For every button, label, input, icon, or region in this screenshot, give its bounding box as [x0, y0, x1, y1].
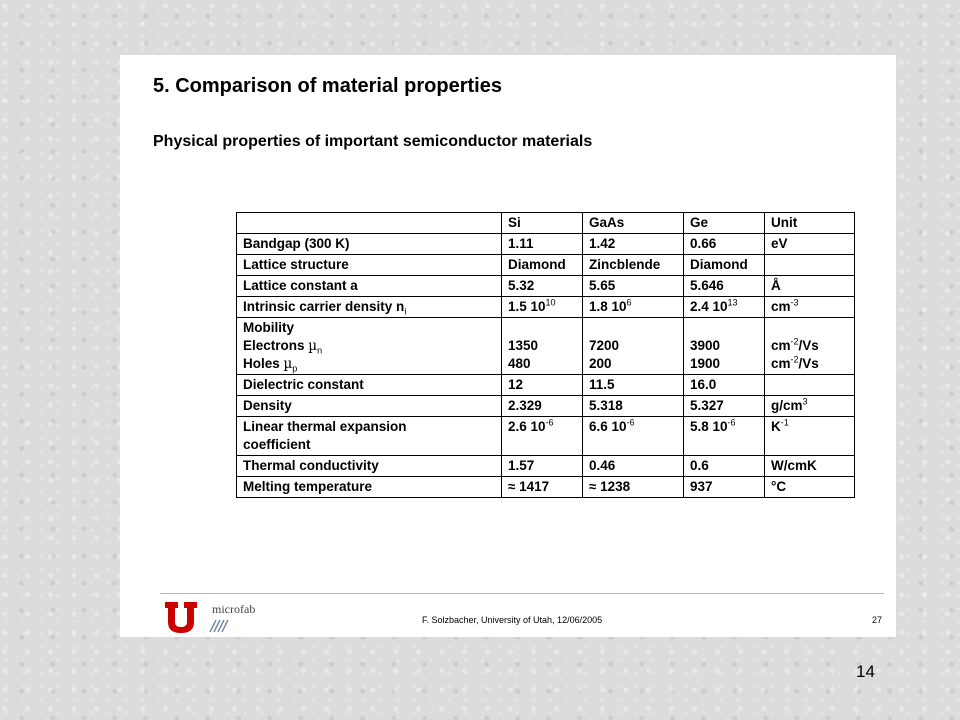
exponent: 10 [545, 297, 556, 308]
exponent: -6 [626, 417, 635, 428]
row-label-text: Intrinsic carrier density n [243, 299, 405, 314]
row-label: Dielectric constant [237, 375, 502, 396]
cell-si: Diamond [502, 255, 583, 276]
cell-gaas: 1.42 [583, 234, 684, 255]
table-row [237, 297, 855, 318]
table-header-row [237, 213, 855, 234]
holes-text: Holes [243, 356, 284, 371]
label-line-2: coefficient [243, 437, 311, 452]
mobility-unit [771, 337, 848, 355]
cell-unit [765, 375, 855, 396]
cell-ge: 0.66 [684, 234, 765, 255]
row-label: Lattice constant a [237, 276, 502, 297]
cell-gaas: 5.65 [583, 276, 684, 297]
cell-si: 12 [502, 375, 583, 396]
microfab-logo-text: microfab [212, 602, 256, 616]
label-line-1: Linear thermal expansion [243, 419, 407, 434]
value-text: 1.8 10 [589, 299, 627, 314]
cell-ge: 937 [684, 477, 765, 498]
exponent: -6 [727, 417, 736, 428]
cell-si [502, 417, 583, 456]
table-row [237, 318, 855, 375]
cell-unit: W/cmK [765, 456, 855, 477]
value-text: 6.6 10 [589, 419, 627, 434]
cell-unit [765, 318, 855, 375]
cell-gaas [583, 318, 684, 375]
cell-unit: °C [765, 477, 855, 498]
electron-mobility-ge: 3900 [690, 338, 721, 353]
electron-mobility-gaas: 7200 [589, 338, 620, 353]
cell-gaas [583, 417, 684, 456]
header-cell-ge: Ge [684, 213, 765, 234]
header-cell-unit: Unit [765, 213, 855, 234]
unit-exponent: -2 [790, 336, 799, 347]
row-label: Thermal conductivity [237, 456, 502, 477]
mobility-label: Mobility [243, 320, 294, 335]
cell-ge [684, 417, 765, 456]
hole-mobility-si: 480 [508, 356, 531, 371]
electrons-label [243, 337, 495, 355]
row-label: Lattice structure [237, 255, 502, 276]
cell-unit [765, 255, 855, 276]
university-u-logo-icon [164, 600, 198, 634]
unit-tail: /Vs [798, 356, 819, 371]
cell-si [502, 318, 583, 375]
slide-subtitle: Physical properties of important semiconductor materials [153, 133, 593, 150]
mobility-unit [771, 355, 848, 373]
label-subscript: i [404, 306, 407, 317]
table-row [237, 234, 855, 255]
cell-unit [765, 396, 855, 417]
table-row [237, 375, 855, 396]
table-row [237, 396, 855, 417]
cell-gaas: 11.5 [583, 375, 684, 396]
table-row [237, 276, 855, 297]
cell-ge: 16.0 [684, 375, 765, 396]
exponent: -6 [545, 417, 554, 428]
cell-ge: 5.646 [684, 276, 765, 297]
mu-symbol: µ [308, 338, 318, 354]
value-text: 2.6 10 [508, 419, 546, 434]
row-label [237, 318, 502, 375]
value-text: 1.5 10 [508, 299, 546, 314]
hole-mobility-gaas: 200 [589, 356, 612, 371]
cell-si: 1.57 [502, 456, 583, 477]
table-row [237, 417, 855, 456]
row-label [237, 417, 502, 456]
header-cell-label [237, 213, 502, 234]
cell-unit [765, 417, 855, 456]
row-label: Melting temperature [237, 477, 502, 498]
electron-mobility-si: 1350 [508, 338, 539, 353]
subscript-p: p [292, 363, 298, 374]
cell-ge: 5.327 [684, 396, 765, 417]
value-text: 2.4 10 [690, 299, 728, 314]
unit-text: cm [771, 356, 791, 371]
hole-mobility-ge: 1900 [690, 356, 721, 371]
cell-unit: eV [765, 234, 855, 255]
unit-text: g/cm [771, 398, 803, 413]
cell-gaas [583, 297, 684, 318]
cell-si: ≈ 1417 [502, 477, 583, 498]
row-label: Density [237, 396, 502, 417]
footer-divider [160, 593, 884, 594]
slide [120, 55, 896, 637]
cell-gaas: Zincblende [583, 255, 684, 276]
mu-symbol: µ [283, 356, 293, 372]
holes-label [243, 355, 495, 373]
unit-exponent: -1 [780, 417, 789, 428]
header-cell-gaas: GaAs [583, 213, 684, 234]
table-row [237, 477, 855, 498]
cell-ge [684, 297, 765, 318]
cell-gaas: ≈ 1238 [583, 477, 684, 498]
footer-slide-number: 27 [872, 615, 883, 625]
table-row [237, 456, 855, 477]
unit-exponent: -3 [790, 297, 799, 308]
slide-title: 5. Comparison of material properties [153, 75, 502, 97]
table-row [237, 255, 855, 276]
properties-table [236, 212, 855, 498]
cell-si: 2.329 [502, 396, 583, 417]
unit-text: cm [771, 299, 791, 314]
value-text: 5.8 10 [690, 419, 728, 434]
exponent: 6 [626, 297, 632, 308]
cell-ge [684, 318, 765, 375]
cell-unit: Å [765, 276, 855, 297]
unit-exponent: -2 [790, 354, 799, 365]
cell-unit [765, 297, 855, 318]
cell-gaas: 0.46 [583, 456, 684, 477]
exponent: 13 [727, 297, 738, 308]
electrons-text: Electrons [243, 338, 309, 353]
cell-ge: Diamond [684, 255, 765, 276]
unit-text: cm [771, 338, 791, 353]
row-label: Bandgap (300 K) [237, 234, 502, 255]
cell-si: 5.32 [502, 276, 583, 297]
footer-credit: F. Solzbacher, University of Utah, 12/06/2005 [422, 615, 603, 625]
unit-tail: /Vs [798, 338, 819, 353]
cell-si [502, 297, 583, 318]
cell-ge: 0.6 [684, 456, 765, 477]
unit-text: K [771, 419, 781, 434]
subscript-n: n [317, 345, 323, 356]
cell-gaas: 5.318 [583, 396, 684, 417]
header-cell-si: Si [502, 213, 583, 234]
unit-exponent: 3 [802, 396, 808, 407]
microfab-logo-icon [208, 616, 230, 634]
cell-si: 1.11 [502, 234, 583, 255]
row-label [237, 297, 502, 318]
page-number: 14 [856, 662, 875, 681]
